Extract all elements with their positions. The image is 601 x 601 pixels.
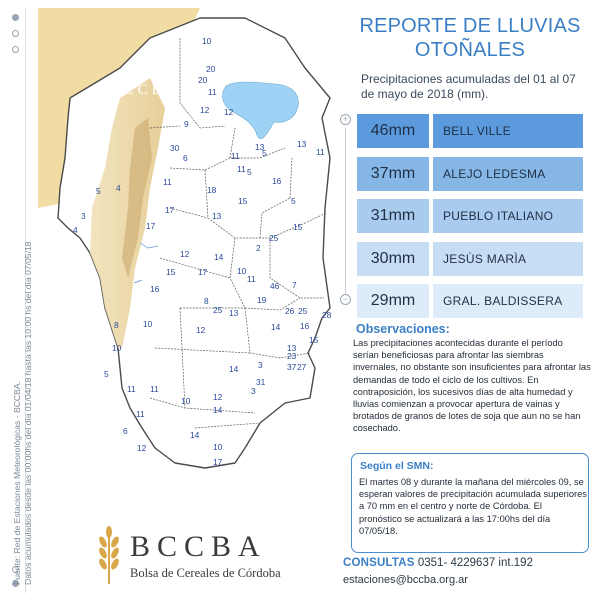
ranking-location: ALEJO LEDESMA	[433, 157, 583, 191]
station-value: 12	[137, 443, 147, 453]
station-value: 27	[297, 362, 307, 372]
station-value: 11	[150, 384, 159, 394]
station-value: 7	[292, 280, 297, 290]
station-value: 8	[204, 296, 209, 306]
station-value: 17	[198, 267, 208, 277]
station-value: 13	[297, 139, 307, 149]
station-value: 5	[262, 148, 267, 158]
station-value: 4	[116, 183, 121, 193]
station-value: 25	[213, 305, 223, 315]
ranking-row	[357, 157, 583, 191]
station-value: 11	[316, 147, 325, 157]
station-value: 14	[213, 405, 223, 415]
station-value: 4	[73, 225, 78, 235]
station-value: 11	[127, 384, 136, 394]
station-value: 12	[213, 392, 223, 402]
station-value: 11	[247, 274, 256, 284]
station-value: 3	[258, 360, 263, 370]
station-value: 10	[181, 396, 191, 406]
station-value: 16	[272, 176, 282, 186]
map-watermark	[90, 48, 200, 99]
station-value: 5	[104, 369, 109, 379]
ranking-mm: 37mm	[357, 157, 429, 191]
station-value: 6	[183, 153, 188, 163]
station-value: 11	[208, 87, 217, 97]
report-title-line-2: OTOÑALES	[414, 39, 526, 61]
ranking-mm: 29mm	[357, 284, 429, 318]
source-line-2: Datos acumulados desde las 00:00hs del día 01/04/18 hasta las 10:00 hs del día 07/05/18	[23, 241, 33, 585]
wheat-logo-icon	[92, 526, 126, 586]
ranking-location: JESÙS MARÌA	[433, 242, 583, 276]
station-value: 15	[166, 267, 176, 277]
ranking-location: GRAL. BALDISSERA	[433, 284, 583, 318]
smn-text: El martes 08 y durante la mañana del miércoles 09, se esperan valores de precipitación acumulada superiores a 70 mm en el centro y norte de Córdoba. El pronóstico se actualizará a las 17:00hs del día 07/05/18.	[359, 477, 587, 536]
station-value: 25	[298, 306, 308, 316]
contact-email[interactable]: estaciones@bccba.org.ar	[343, 574, 468, 586]
station-value: 9	[184, 119, 189, 129]
zoom-out-icon[interactable]: −	[340, 294, 351, 305]
ranking-row	[357, 199, 583, 233]
cordoba-map	[30, 8, 350, 478]
ranking-location: BELL VILLE	[433, 114, 583, 148]
station-value: 3	[81, 211, 86, 221]
station-value: 11	[136, 409, 145, 419]
station-value: 10	[112, 343, 122, 353]
station-value: 2	[256, 243, 261, 253]
station-value: 30	[170, 143, 180, 153]
ranking-row	[357, 242, 583, 276]
report-title-line-1: REPORTE DE LLUVIAS	[359, 15, 581, 37]
station-value: 12	[180, 249, 190, 259]
station-value: 15	[309, 335, 319, 345]
station-value: 17	[213, 457, 223, 467]
contact-label: CONSULTAS	[343, 557, 415, 569]
station-value: 28	[322, 310, 332, 320]
station-value: 14	[229, 364, 239, 374]
station-value: 23	[287, 351, 297, 361]
contact-phone-line	[343, 557, 533, 569]
station-value: 11	[163, 177, 172, 187]
station-value: 5	[247, 167, 252, 177]
station-value: 13	[287, 343, 297, 353]
watermark-text: BCCBA	[109, 82, 181, 98]
station-value: 14	[214, 252, 224, 262]
station-value: 17	[165, 205, 175, 215]
station-value: 5	[291, 196, 296, 206]
station-value: 18	[207, 185, 217, 195]
logo-name: BCCBA	[130, 530, 267, 563]
station-value: 10	[143, 319, 153, 329]
strip-dot-icon	[12, 14, 19, 21]
station-value: 15	[293, 222, 303, 232]
station-value: 16	[300, 321, 310, 331]
station-value: 10	[202, 36, 212, 46]
ranking-row	[357, 114, 583, 148]
station-value: 8	[114, 320, 119, 330]
station-value: 10	[213, 442, 223, 452]
station-value: 20	[206, 64, 216, 74]
station-value: 37	[287, 362, 297, 372]
station-value: 13	[212, 211, 222, 221]
station-value: 5	[96, 186, 101, 196]
zoom-in-icon[interactable]: +	[340, 114, 351, 125]
station-value: 11	[237, 164, 246, 174]
station-value: 25	[269, 233, 279, 243]
station-value: 31	[256, 377, 266, 387]
report-subtitle: Precipitaciones acumuladas del 01 al 07 de mayo de 2018 (mm).	[361, 72, 576, 101]
station-value: 17	[146, 221, 156, 231]
station-value: 14	[271, 322, 281, 332]
ranking-mm: 46mm	[357, 114, 429, 148]
ranking-mm: 31mm	[357, 199, 429, 233]
station-value: 13	[229, 308, 239, 318]
station-value: 14	[190, 430, 200, 440]
contact-phone: 0351- 4229637 int.192	[417, 557, 533, 569]
report-title	[355, 14, 585, 62]
source-line-1: Fuente: Red de Estaciones Meteorológicas - BCCBA.	[12, 381, 22, 585]
station-value: 19	[257, 295, 267, 305]
station-value: 12	[196, 325, 206, 335]
station-value: 20	[198, 75, 208, 85]
ranking-row	[357, 284, 583, 318]
strip-dot-icon	[12, 30, 19, 37]
bccba-logo	[92, 526, 302, 586]
station-value: 46	[270, 281, 280, 291]
wheat-watermark-icon	[133, 48, 157, 82]
ranking-mm: 30mm	[357, 242, 429, 276]
zoom-track	[345, 128, 346, 294]
strip-dot-icon	[12, 46, 19, 53]
station-value: 10	[237, 266, 247, 276]
station-value: 3	[251, 386, 256, 396]
ranking-location: PUEBLO ITALIANO	[433, 199, 583, 233]
station-value: 12	[224, 107, 234, 117]
station-value: 16	[150, 284, 160, 294]
station-value: 15	[238, 196, 248, 206]
logo-subtitle: Bolsa de Cereales de Córdoba	[130, 566, 281, 580]
observations-title: Observaciones:	[356, 322, 450, 336]
station-value: 6	[123, 426, 128, 436]
station-value: 26	[285, 306, 295, 316]
observations-text: Las precipitaciones acontecidas durante el período serían beneficiosas para afrontar las siembras invernales, no obstante son insuficientes para afrontar las demandas de todo el ciclo de los cultivos. En contraposición, los sucesivos días de alta humedad y lluvias comienzan a provocar apertura de vainas y brotados de granos de lotes de soja que aun no se han cosechado.	[353, 338, 591, 434]
station-value: 13	[255, 142, 265, 152]
station-value: 12	[200, 105, 210, 115]
smn-title: Según el SMN:	[360, 460, 434, 472]
smn-forecast-box	[351, 453, 589, 553]
station-value: 11	[231, 151, 240, 161]
